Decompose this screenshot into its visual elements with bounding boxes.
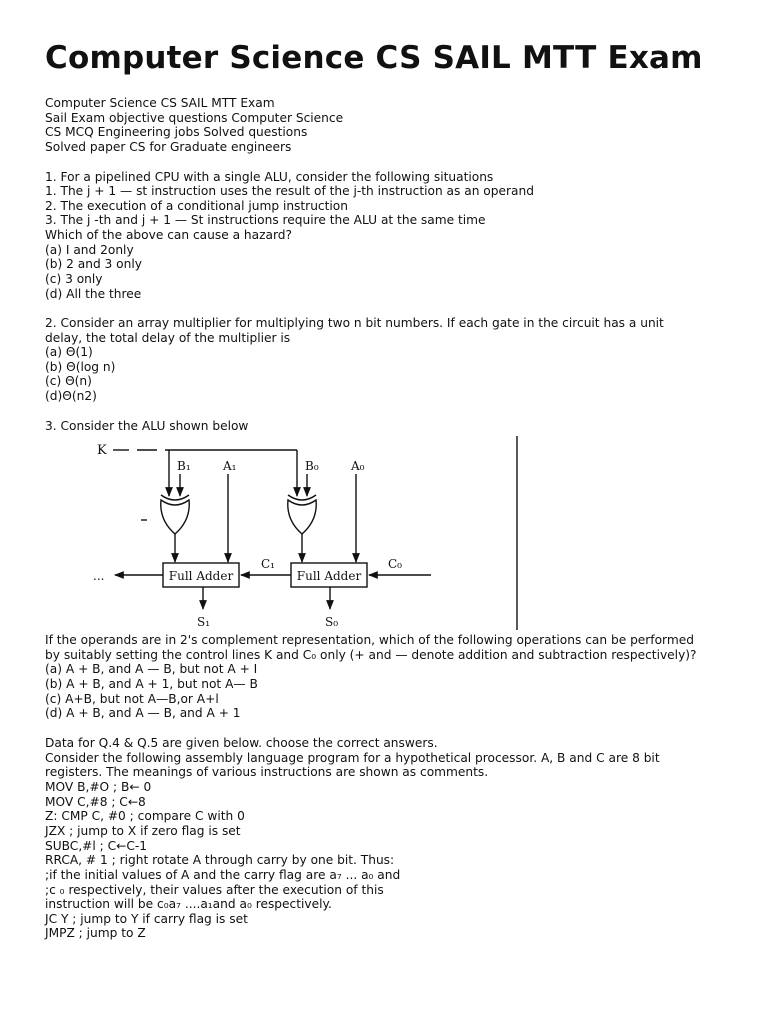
q1-option: (a) I and 2only	[45, 243, 134, 257]
q3-option: (b) A + B, and A + 1, but not A— B	[45, 677, 258, 691]
assembly-line: MOV C,#8 ; C←8	[45, 795, 146, 809]
assembly-line: JC Y ; jump to Y if carry flag is set	[45, 912, 248, 926]
q3-line: by suitably setting the control lines K and C₀ only (+ and — denote addition and subtraction respectively)?	[45, 648, 697, 662]
c0-label: C₀	[388, 557, 402, 571]
b1-label: B₁	[177, 459, 191, 473]
q3-line: If the operands are in 2's complement representation, which of the following operations can be performed	[45, 633, 694, 647]
q2-option: (a) Θ(1)	[45, 345, 93, 359]
intro-line: Sail Exam objective questions Computer Science	[45, 111, 344, 125]
q45-line: Data for Q.4 & Q.5 are given below. choose the correct answers.	[45, 736, 438, 750]
s1-label: S₁	[197, 615, 211, 629]
assembly-line: Z: CMP C, #0 ; compare C with 0	[45, 809, 245, 823]
q2-line: delay, the total delay of the multiplier is	[45, 331, 291, 345]
q1-line: Which of the above can cause a hazard?	[45, 228, 292, 242]
assembly-line: RRCA, # 1 ; right rotate A through carry by one bit. Thus:	[45, 853, 395, 867]
assembly-line: JZX ; jump to X if zero flag is set	[45, 824, 241, 838]
k-label: K	[97, 443, 107, 458]
intro-line: Computer Science CS SAIL MTT Exam	[45, 96, 275, 110]
q1-option: (d) All the three	[45, 287, 142, 301]
q45-line: Consider the following assembly language program for a hypothetical processor. A, B and C are 8 bit	[45, 751, 660, 765]
full-adder-1-label: Full Adder	[168, 569, 234, 583]
q1-line: 1. For a pipelined CPU with a single ALU, consider the following situations	[45, 170, 494, 184]
q1-line: 3. The j -th and j + 1 — St instructions require the ALU at the same time	[45, 213, 486, 227]
full-adder-0-label: Full Adder	[296, 569, 362, 583]
q3-option: (a) A + B, and A — B, but not A + I	[45, 662, 258, 676]
assembly-line: ;if the initial values of A and the carry flag are a₇ ... a₀ and	[45, 868, 401, 882]
q1-option: (c) 3 only	[45, 272, 103, 286]
q3-option: (d) A + B, and A — B, and A + 1	[45, 706, 241, 720]
q3-intro: 3. Consider the ALU shown below	[45, 419, 249, 433]
alu-circuit-diagram	[85, 434, 525, 632]
intro-line: CS MCQ Engineering jobs Solved questions	[45, 125, 308, 139]
assembly-line: JMPZ ; jump to Z	[45, 926, 146, 940]
intro-line: Solved paper CS for Graduate engineers	[45, 140, 292, 154]
q2-option: (d)Θ(n2)	[45, 389, 97, 403]
document-title: Computer Science CS SAIL MTT Exam	[45, 40, 703, 76]
carry-out-dots: ...	[93, 569, 105, 583]
assembly-line: SUBC,#l ; C←C-1	[45, 839, 148, 853]
q45-line: registers. The meanings of various instructions are shown as comments.	[45, 765, 489, 779]
assembly-line: ;c ₀ respectively, their values after the execution of this	[45, 883, 384, 897]
q2-option: (c) Θ(n)	[45, 374, 92, 388]
assembly-line: MOV B,#O ; B← 0	[45, 780, 152, 794]
q1-option: (b) 2 and 3 only	[45, 257, 142, 271]
q1-line: 1. The j + 1 — st instruction uses the result of the j-th instruction as an operand	[45, 184, 534, 198]
a0-label: A₀	[351, 459, 365, 473]
c1-label: C₁	[261, 557, 275, 571]
s0-label: S₀	[325, 615, 339, 629]
b0-label: B₀	[305, 459, 319, 473]
q3-option: (c) A+B, but not A—B,or A+l	[45, 692, 219, 706]
a1-label: A₁	[223, 459, 237, 473]
q1-line: 2. The execution of a conditional jump instruction	[45, 199, 348, 213]
q2-option: (b) Θ(log n)	[45, 360, 116, 374]
assembly-line: instruction will be c₀a₇ ....a₁and a₀ respectively.	[45, 897, 332, 911]
q2-line: 2. Consider an array multiplier for multiplying two n bit numbers. If each gate in the circuit has a unit	[45, 316, 664, 330]
